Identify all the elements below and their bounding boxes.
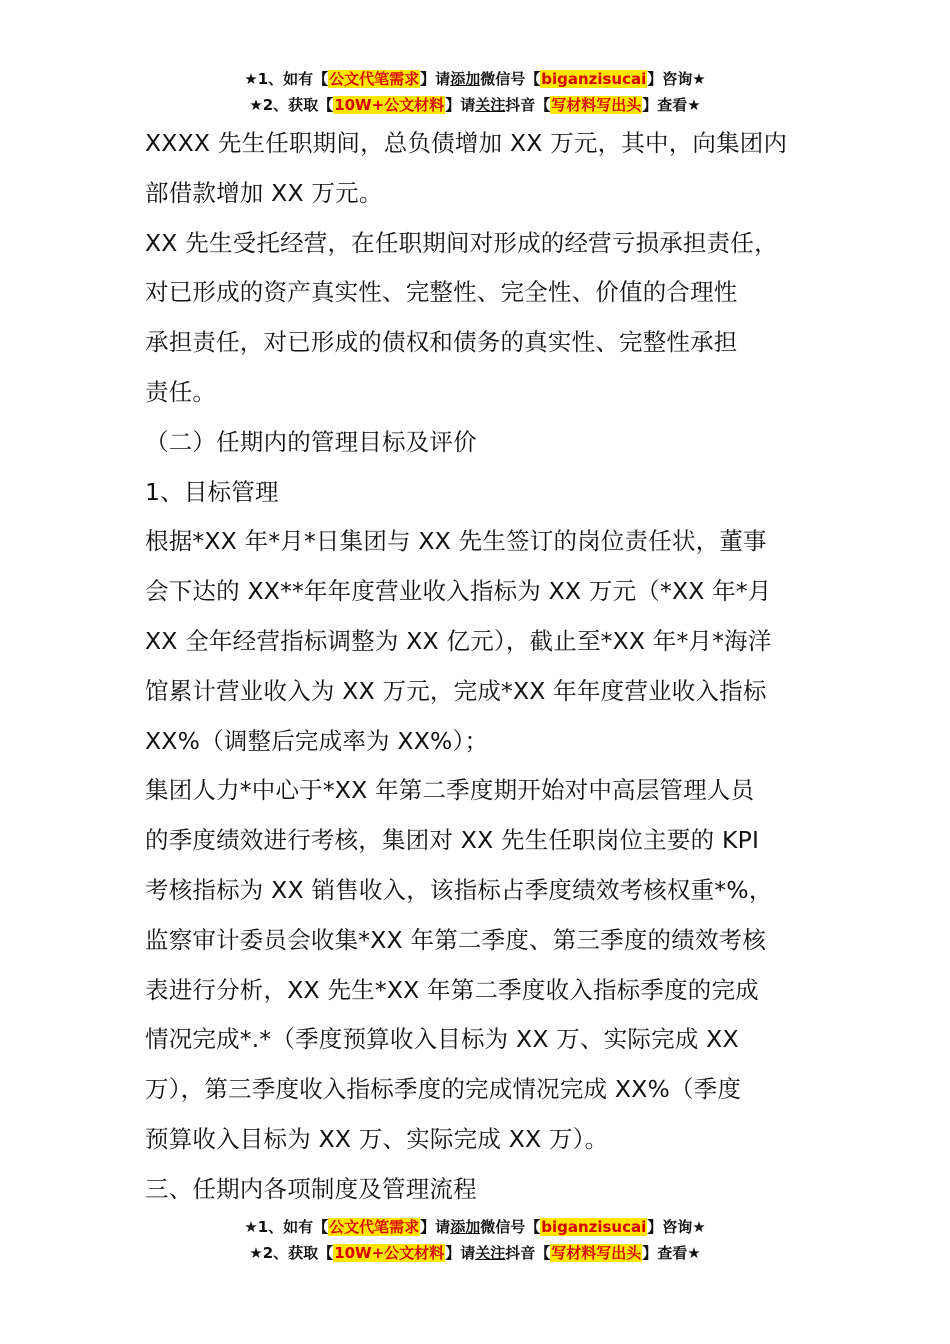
section-heading: （二）任期内的管理目标及评价 (145, 427, 477, 456)
text-line: 监察审计委员会收集*XX 年第二季度、第三季度的绩效考核 (145, 925, 767, 954)
text-line: XX 全年经营指标调整为 XX 亿元），截止至*XX 年*月*海洋 (145, 626, 772, 655)
banner-text: ★1、如有【 (244, 1218, 329, 1236)
banner-text: 】咨询★ (647, 70, 706, 88)
banner-line-2 (0, 92, 950, 118)
highlight-wechat-id: biganzisucai (541, 1218, 647, 1236)
banner-text: 】请 (420, 70, 451, 88)
text-line: 馆累计营业收入为 XX 万元，完成*XX 年年度营业收入指标 (145, 676, 767, 705)
banner-text: 抖音【 (505, 96, 551, 114)
text-line: 部借款增加 XX 万元。 (145, 178, 383, 207)
text-line: 会下达的 XX**年年度营业收入指标为 XX 万元（*XX 年*月 (145, 577, 772, 606)
banner-text: 】请 (420, 1218, 451, 1236)
banner-underlined: 关注 (475, 1244, 506, 1262)
banner-line-2 (0, 1240, 950, 1266)
banner-text: 抖音【 (505, 1244, 551, 1262)
document-body (145, 119, 835, 1215)
text-line: 根据*XX 年*月*日集团与 XX 先生签订的岗位责任状，董事 (145, 527, 767, 556)
text-line: 预算收入目标为 XX 万、实际完成 XX 万）。 (145, 1124, 609, 1153)
text-line: 集团人力*中心于*XX 年第二季度期开始对中高层管理人员 (145, 776, 755, 805)
banner-text: ★2、获取【 (249, 96, 334, 114)
text-line: XX 先生受托经营，在任职期间对形成的经营亏损承担责任， (145, 228, 778, 257)
text-line: 的季度绩效进行考核，集团对 XX 先生任职岗位主要的 KPI (145, 826, 760, 855)
highlight-douyin: 写材料写出头 (551, 1244, 642, 1262)
bottom-banner (0, 1214, 950, 1266)
text-line: 表进行分析，XX 先生*XX 年第二季度收入指标季度的完成 (145, 975, 759, 1004)
banner-text: 】查看★ (642, 96, 701, 114)
banner-text: 微信号【 (480, 70, 541, 88)
text-line: 万），第三季度收入指标季度的完成情况完成 XX%（季度 (145, 1075, 742, 1104)
subsection-heading: 1、目标管理 (145, 477, 279, 506)
text-line: 考核指标为 XX 销售收入，该指标占季度绩效考核权重*%， (145, 875, 773, 904)
text-line: 责任。 (145, 377, 217, 406)
banner-text: ★2、获取【 (249, 1244, 334, 1262)
banner-line-1 (0, 66, 950, 92)
banner-text: 】咨询★ (647, 1218, 706, 1236)
text-line: 对已形成的资产真实性、完整性、完全性、价值的合理性 (145, 278, 738, 307)
banner-text: 】请 (445, 96, 476, 114)
banner-text: ★1、如有【 (244, 70, 329, 88)
highlight-wechat-id: biganzisucai (541, 70, 647, 88)
banner-underlined: 添加 (450, 1218, 481, 1236)
banner-text: 微信号【 (480, 1218, 541, 1236)
top-banner (0, 66, 950, 118)
highlight-douyin: 写材料写出头 (551, 96, 642, 114)
banner-text: 】查看★ (642, 1244, 701, 1262)
text-line: XX%（调整后完成率为 XX%）； (145, 726, 489, 755)
section-heading: 三、任期内各项制度及管理流程 (145, 1174, 477, 1203)
text-line: 情况完成*.*（季度预算收入目标为 XX 万、实际完成 XX (145, 1025, 739, 1054)
text-line: 承担责任，对已形成的债权和债务的真实性、完整性承担 (145, 328, 738, 357)
banner-underlined: 关注 (475, 96, 506, 114)
banner-text: 】请 (445, 1244, 476, 1262)
banner-underlined: 添加 (450, 70, 481, 88)
text-line: XXXX 先生任职期间，总负债增加 XX 万元，其中，向集团内 (145, 129, 788, 157)
highlight-service: 公文代笔需求 (329, 70, 420, 88)
highlight-materials: 10W+公文材料 (334, 1244, 445, 1262)
highlight-materials: 10W+公文材料 (334, 96, 445, 114)
banner-line-1 (0, 1214, 950, 1240)
highlight-service: 公文代笔需求 (329, 1218, 420, 1236)
